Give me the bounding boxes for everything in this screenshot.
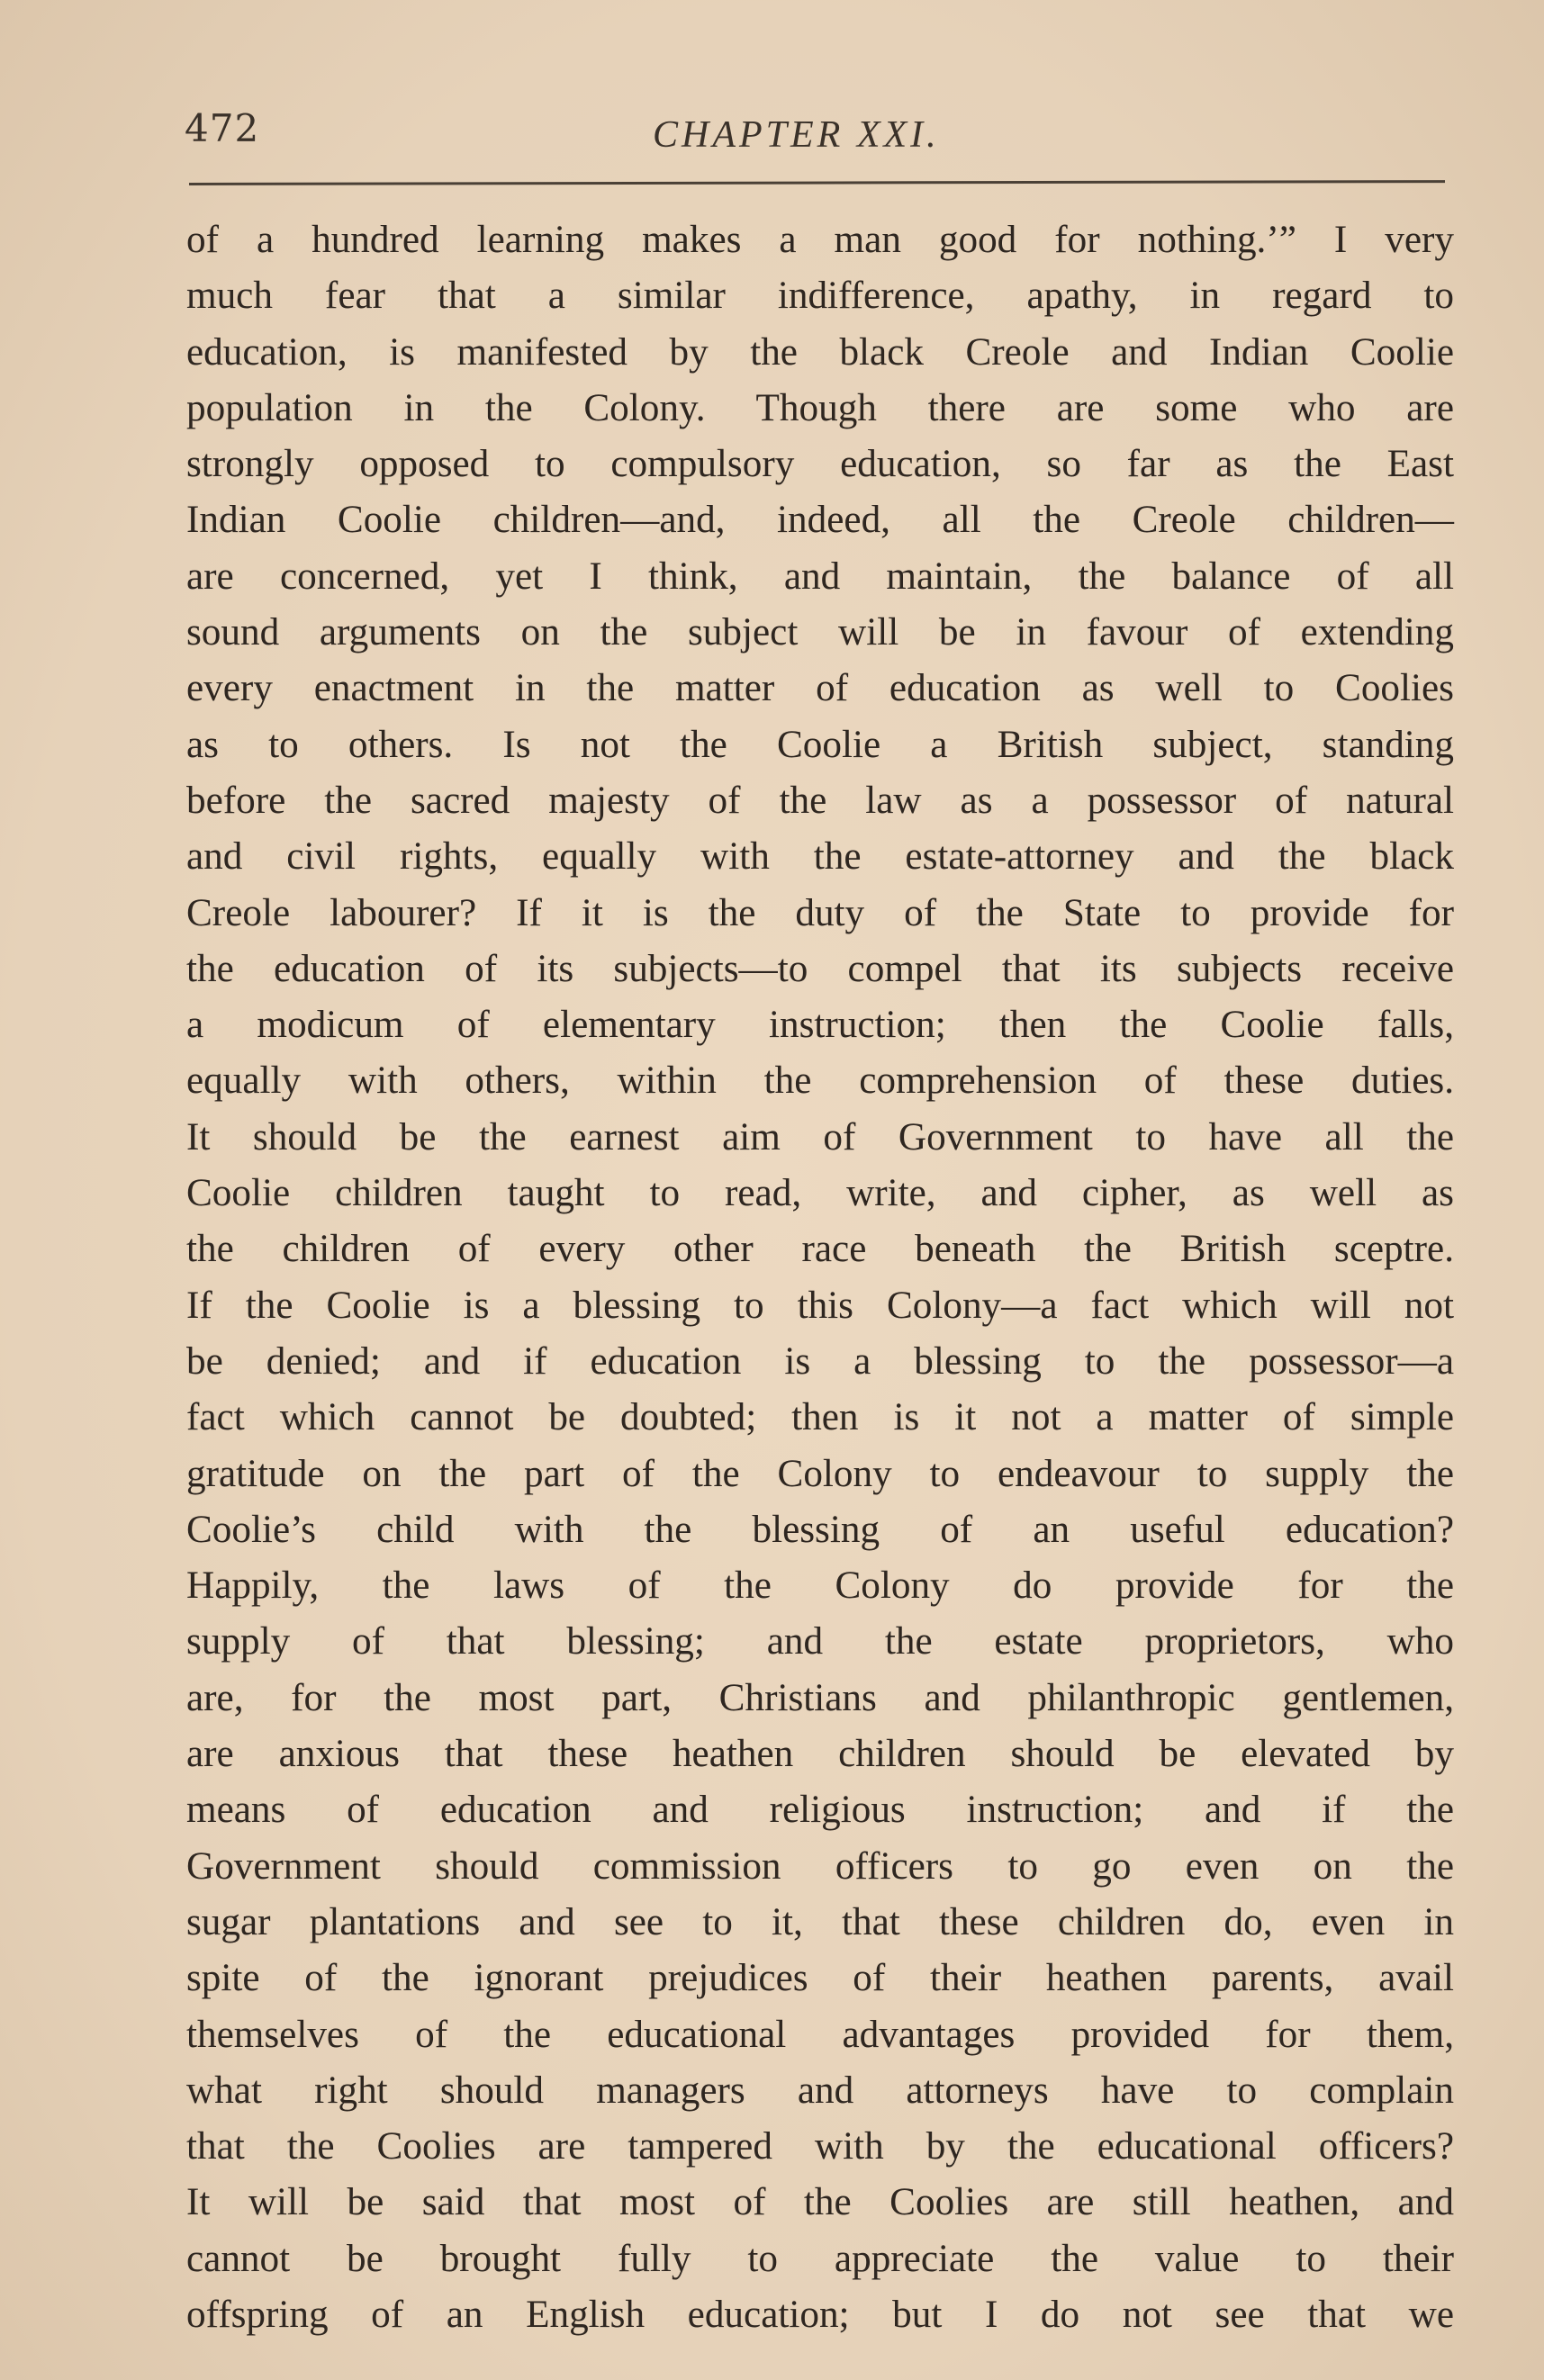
- text-line: the education of its subjects—to compel that its subjects receive: [186, 947, 1454, 990]
- text-line: Happily, the laws of the Colony do provide for the: [186, 1564, 1454, 1608]
- text-line: population in the Colony. Though there are some who are: [186, 386, 1454, 429]
- text-line: themselves of the educational advantages provided for them,: [186, 2013, 1454, 2056]
- header-rule: [189, 180, 1445, 185]
- text-line: a modicum of elementary instruction; then the Coolie falls,: [186, 1004, 1454, 1047]
- text-line: much fear that a similar indifference, apathy, in regard to: [186, 275, 1454, 318]
- text-line: Government should commission officers to go even on the: [186, 1844, 1454, 1888]
- text-line: and civil rights, equally with the estate-attorney and the black: [186, 835, 1454, 879]
- text-line: Creole labourer? If it is the duty of the State to provide for: [186, 891, 1454, 934]
- text-line: what right should managers and attorneys have to complain: [186, 2069, 1454, 2112]
- text-line: It should be the earnest aim of Government to have all the: [186, 1115, 1454, 1158]
- text-line: gratitude on the part of the Colony to endeavour to supply the: [186, 1452, 1454, 1495]
- text-line: sound arguments on the subject will be in favour of extending: [186, 611, 1454, 654]
- text-line: sugar plantations and see to it, that these children do, even in: [186, 1900, 1454, 1943]
- text-line: It will be said that most of the Coolies are still heathen, and: [186, 2181, 1454, 2224]
- text-line: before the sacred majesty of the law as a possessor of natural: [186, 779, 1454, 822]
- text-line: are, for the most part, Christians and philanthropic gentlemen,: [186, 1676, 1454, 1719]
- text-line: that the Coolies are tampered with by the educational officers?: [186, 2125, 1454, 2168]
- text-line: spite of the ignorant prejudices of their heathen parents, avail: [186, 1957, 1454, 2000]
- text-line: fact which cannot be doubted; then is it not a matter of simple: [186, 1396, 1454, 1439]
- body-text: [186, 212, 1454, 2343]
- text-line: are concerned, yet I think, and maintain, the balance of all: [186, 554, 1454, 598]
- text-line: cannot be brought fully to appreciate the value to their: [186, 2237, 1454, 2280]
- page-header: [185, 106, 1445, 169]
- text-line: be denied; and if education is a blessing to the possessor—a: [186, 1339, 1454, 1383]
- text-line: of a hundred learning makes a man good for nothing.’” I very: [186, 219, 1454, 261]
- text-line: strongly opposed to compulsory education, so far as the East: [186, 443, 1454, 486]
- text-line: Indian Coolie children—and, indeed, all the Creole children—: [186, 499, 1454, 542]
- text-line: equally with others, within the comprehension of these duties.: [186, 1059, 1454, 1103]
- text-line: as to others. Is not the Coolie a British subject, standing: [186, 723, 1454, 766]
- text-line: supply of that blessing; and the estate proprietors, who: [186, 1620, 1454, 1663]
- text-line: means of education and religious instruction; and if the: [186, 1789, 1454, 1832]
- text-line: the children of every other race beneath the British sceptre.: [186, 1228, 1454, 1271]
- page-number: 472: [185, 106, 260, 150]
- text-line: If the Coolie is a blessing to this Colony—a fact which will not: [186, 1284, 1454, 1327]
- text-line: every enactment in the matter of education as well to Coolies: [186, 667, 1454, 710]
- text-line: education, is manifested by the black Creole and Indian Coolie: [186, 330, 1454, 374]
- text-line: Coolie children taught to read, write, and cipher, as well as: [186, 1172, 1454, 1215]
- running-title: CHAPTER XXI.: [653, 114, 940, 156]
- text-line: are anxious that these heathen children should be elevated by: [186, 1733, 1454, 1776]
- text-line: offspring of an English education; but I do not see that we: [186, 2293, 1454, 2336]
- text-line: Coolie’s child with the blessing of an useful education?: [186, 1508, 1454, 1551]
